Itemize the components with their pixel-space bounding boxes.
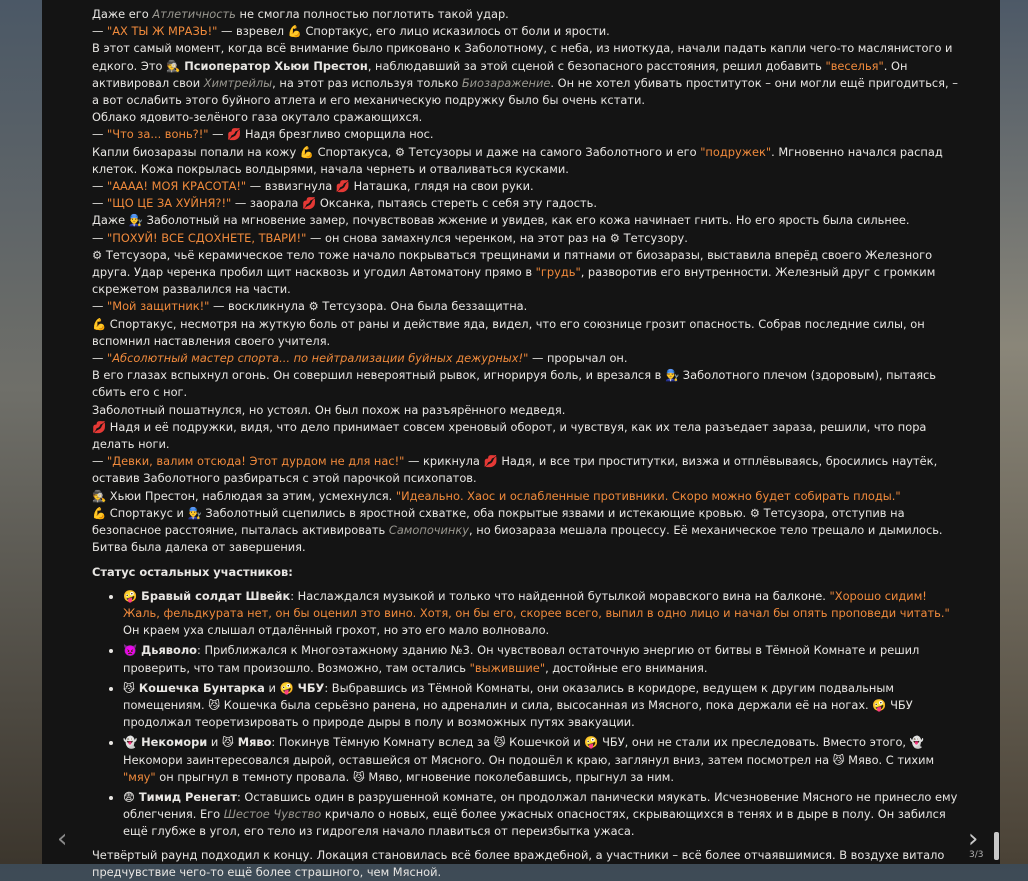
list-item: • 🤪 Бравый солдат Швейк: Наслаждался музыкой и только что найденной бутылкой моравского вина на балконе. "Хорошо сидим! Жаль, фельдкурата нет, он бы оценил это вино. Хотя, он бы его, скорее всего, выпил в одно лицо и начал бы опять проповеди читать." Он краем уха слышал отдалённый грохот, но это его мало волновало. bbox=[123, 588, 962, 640]
status-heading: Статус остальных участников: bbox=[92, 564, 293, 579]
paragraph: В этот самый момент, когда всё внимание было приковано к Заболотному, с неба, из ниоткуда, начали падать капли чего-то маслянистого и едкого. Это 🕵 Псиоператор Хьюи Престон, наблюдавший за этой сценой с безопасного расстояния, решил добавить "веселья". Он активировал свои Химтрейлы, на этот раз используя только Биозаражение. Он не хотел убивать проституток – они могли ещё пригодиться, – а вот ослабить этого буйного атлета и его механическую подружку было бы очень кстати. bbox=[92, 41, 958, 108]
paragraph: — "ЩО ЦЕ ЗА ХУЙНЯ?!" — заорала 💋 Оксанка, пытаясь стереть с себя эту гадость. bbox=[92, 196, 598, 211]
paragraph: — "Девки, валим отсюда! Этот дурдом не для нас!" — крикнула 💋 Надя, и все три проститутки, визжа и отплёвываясь, бросились наутёк, оставив Заболотного разбираться с этой парочкой психопатов. bbox=[92, 454, 938, 486]
background-left bbox=[0, 0, 42, 864]
message-panel bbox=[42, 0, 1000, 879]
paragraph: ⚙ Тетсузора, чьё керамическое тело тоже начало покрываться трещинами и пятнами от биозаразы, выставила вперёд своего Железного друга. Удар черенка пробил щит насквозь и угодил Автоматону прямо в "грудь", разворотив его внутренности. Железный друг с громким скрежетом развалился на части. bbox=[92, 247, 936, 297]
closing-paragraph: Четвёртый раунд подходил к концу. Локация становилась всё более враждебной, а участники – всё более отчаявшимися. В воздухе витало предчувствие чего-то ещё более страшного, чем Мясной. bbox=[92, 847, 945, 879]
scrollbar[interactable] bbox=[994, 832, 999, 860]
paragraph: — "Мой защитник!" — воскликнула ⚙ Тетсузора. Она была беззащитна. bbox=[92, 299, 528, 314]
paragraph: — "Абсолютный мастер спорта... по нейтрализации буйных дежурных!" — прорычал он. bbox=[92, 351, 628, 366]
chevron-right-icon: › bbox=[968, 824, 979, 854]
list-item: • 😼 Кошечка Бунтарка и 🤪 ЧБУ: Выбравшись из Тёмной Комнаты, они оказались в коридоре, ведущем к другим подвальным помещениям. 😼 Кошечка была серьёзно ранена, но адреналин и сила, высосанная из Мясного, пока держали её на ногах. 🤪 ЧБУ продолжал теоретизировать о природе дыры в полу и возможных путях эвакуации. bbox=[123, 680, 962, 732]
next-swipe-button[interactable] bbox=[968, 826, 978, 852]
background-right bbox=[1000, 0, 1028, 864]
list-item: • 👿 Дьяволо: Приближался к Многоэтажному зданию №3. Он чувствовал остаточную энергию от битвы в Тёмной Комнате и решил проверить, что там произошло. Возможно, там остались "выжившие", достойные его внимания. bbox=[123, 642, 962, 676]
paragraph: Облако ядовито-зелёного газа окутало сражающихся. bbox=[92, 110, 423, 125]
paragraph: Даже его Атлетичность не смогла полностью поглотить такой удар. bbox=[92, 7, 509, 21]
paragraph: 💪 Спортакус и 👨‍🔧 Заболотный сцепились в яростной схватке, оба покрытые язвами и истекающие кровью. ⚙ Тетсузора, отступив на безопасное расстояние, пыталась активировать Самопочинку, но биозараза мешала процессу. Её механическое тело трещало и дымилось. bbox=[92, 505, 943, 538]
previous-swipe-button[interactable] bbox=[57, 826, 67, 852]
paragraph: 💋 Надя и её подружки, видя, что дело принимает совсем хреновый оборот, и чувствуя, как их тела разъедает зараза, решили, что пора делать ноги. bbox=[92, 419, 927, 452]
list-item: • 😨 Тимид Ренегат: Оставшись один в разрушенной комнате, он продолжал панически мяукать. Исчезновение Мясного не принесло ему облегчения. Его Шестое Чувство кричало о новых, ещё более ужасных опасностях, скрывающихся в тенях и в дыре в полу. Он забился ещё глубже в угол, его тело из гидрогеля начало плавиться от переизбытка ужаса. bbox=[123, 789, 962, 841]
paragraph: 🕵 Хьюи Престон, наблюдая за этим, усмехнулся. "Идеально. Хаос и ослабленные противники. Скоро можно будет собирать плоды." bbox=[92, 488, 901, 503]
list-item: • 👻 Некомори и 😼 Мяво: Покинув Тёмную Комнату вслед за 😼 Кошечкой и 🤪 ЧБУ, они не стали их преследовать. Вместо этого, 👻 Некомори заинтересовался дырой, оставшейся от Мясного. Он подошёл к краю, заглянул вниз, затем посмотрел на 😼 Мяво. С тихим "мяу" он прыгнул в темноту провала. 😼 Мяво, мгновение поколебавшись, прыгнул за ним. bbox=[123, 734, 962, 786]
paragraph: Заболотный пошатнулся, но устоял. Он был похож на разъярённого медведя. bbox=[92, 402, 566, 417]
paragraph: — "АААА! МОЯ КРАСОТА!" — взвизгнула 💋 Наташка, глядя на свои руки. bbox=[92, 179, 534, 194]
paragraph: Капли биозаразы попали на кожу 💪 Спортакуса, ⚙ Тетсузоры и даже на самого Заболотного и его "подружек". Мгновенно начался распад клеток. Кожа покрылась волдырями, начала чернеть и отваливаться кусками. bbox=[92, 144, 943, 176]
story-text bbox=[92, 6, 962, 881]
paragraph: — "ПОХУЙ! ВСЕ СДОХНЕТЕ, ТВАРИ!" — он снова замахнулся черенком, на этот раз на ⚙ Тетсузору. bbox=[92, 230, 688, 245]
paragraph: Даже 👨‍🔧 Заболотный на мгновение замер, почувствовав жжение и увидев, как его кожа начинает гнить. Но его ярость была сильнее. bbox=[92, 213, 910, 228]
paragraph: — "АХ ТЫ Ж МРАЗЬ!" — взревел 💪 Спортакус, его лицо исказилось от боли и ярости. bbox=[92, 24, 610, 39]
chevron-left-icon: ‹ bbox=[57, 824, 68, 854]
status-list bbox=[92, 588, 962, 841]
paragraph: 💪 Спортакус, несмотря на жуткую боль от раны и действие яда, видел, что его союзнице грозит опасность. Собрав последние силы, он вспомнил наставления своего учителя. bbox=[92, 316, 925, 348]
swipe-counter: 3/3 bbox=[969, 850, 984, 860]
paragraph: — "Что за... вонь?!" — 💋 Надя брезгливо сморщила нос. bbox=[92, 127, 434, 142]
paragraph: В его глазах вспыхнул огонь. Он совершил невероятный рывок, игнорируя боль, и врезался в 👨‍🔧 Заболотного плечом (здоровым), пытаясь сбить его с ног. bbox=[92, 368, 937, 400]
paragraph: Битва была далека от завершения. bbox=[92, 540, 306, 555]
